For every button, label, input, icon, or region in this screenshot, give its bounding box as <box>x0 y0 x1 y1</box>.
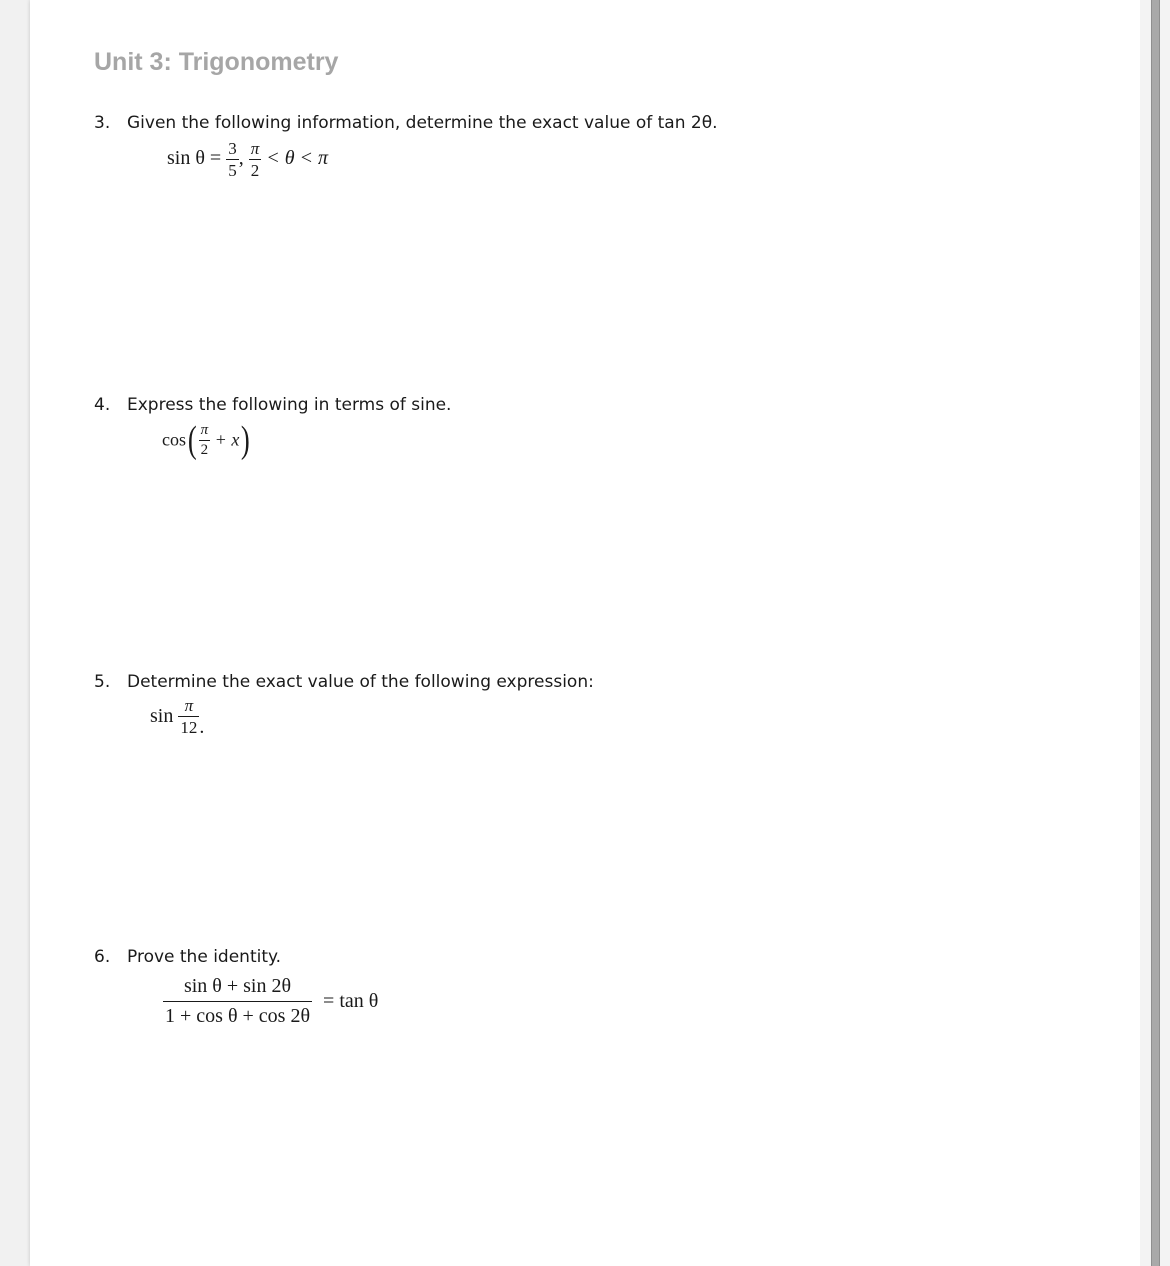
fraction <box>249 140 262 179</box>
question-5 <box>94 672 594 692</box>
math-plus-x: + x <box>214 429 240 450</box>
question-5-math <box>150 697 204 739</box>
question-number: 4. <box>94 395 111 415</box>
fraction-numerator: π <box>178 697 199 717</box>
math-function: sin <box>150 705 174 727</box>
question-number: 3. <box>94 113 111 133</box>
document-page <box>30 0 1140 1266</box>
fraction <box>199 423 211 458</box>
scrollbar[interactable] <box>1140 0 1170 1266</box>
question-4-math <box>162 421 252 459</box>
math-lhs: sin θ = <box>167 147 222 170</box>
fraction-numerator: sin θ + sin 2θ <box>163 976 312 1002</box>
left-gutter <box>0 0 30 1266</box>
math-period: . <box>199 716 205 739</box>
question-3-math <box>167 140 328 179</box>
fraction-numerator: 3 <box>228 139 237 158</box>
fraction-denominator: 2 <box>250 161 260 180</box>
question-prompt: Express the following in terms of sine. <box>127 395 452 415</box>
open-paren: ( <box>187 419 197 461</box>
question-prompt: Prove the identity. <box>127 947 282 967</box>
question-number: 6. <box>94 947 111 967</box>
question-prompt: Determine the exact value of the following expression: <box>127 672 594 692</box>
fraction-denominator: 2 <box>200 441 209 458</box>
identity-fraction <box>163 976 312 1026</box>
math-function: cos <box>162 429 186 450</box>
fraction <box>226 140 239 179</box>
question-number: 5. <box>94 672 111 692</box>
fraction <box>178 697 199 736</box>
fraction-denominator: 12 <box>180 718 198 737</box>
close-paren: ) <box>241 419 251 461</box>
fraction-numerator: π <box>199 423 211 441</box>
fraction-denominator: 5 <box>228 161 237 180</box>
question-prompt: Given the following information, determine the exact value of tan 2θ. <box>127 113 718 133</box>
question-6-math <box>163 976 378 1026</box>
fraction-denominator: 1 + cos θ + cos 2θ <box>165 1005 311 1027</box>
fraction-numerator: π <box>250 139 260 158</box>
unit-title: Unit 3: Trigonometry <box>94 48 339 76</box>
question-6 <box>94 947 281 967</box>
question-3 <box>94 113 718 133</box>
math-rhs: = tan θ <box>323 989 379 1012</box>
math-rhs: < θ < π <box>266 147 329 170</box>
scrollbar-thumb[interactable] <box>1151 0 1160 1266</box>
math-comma: , <box>238 147 244 170</box>
question-4 <box>94 395 451 415</box>
